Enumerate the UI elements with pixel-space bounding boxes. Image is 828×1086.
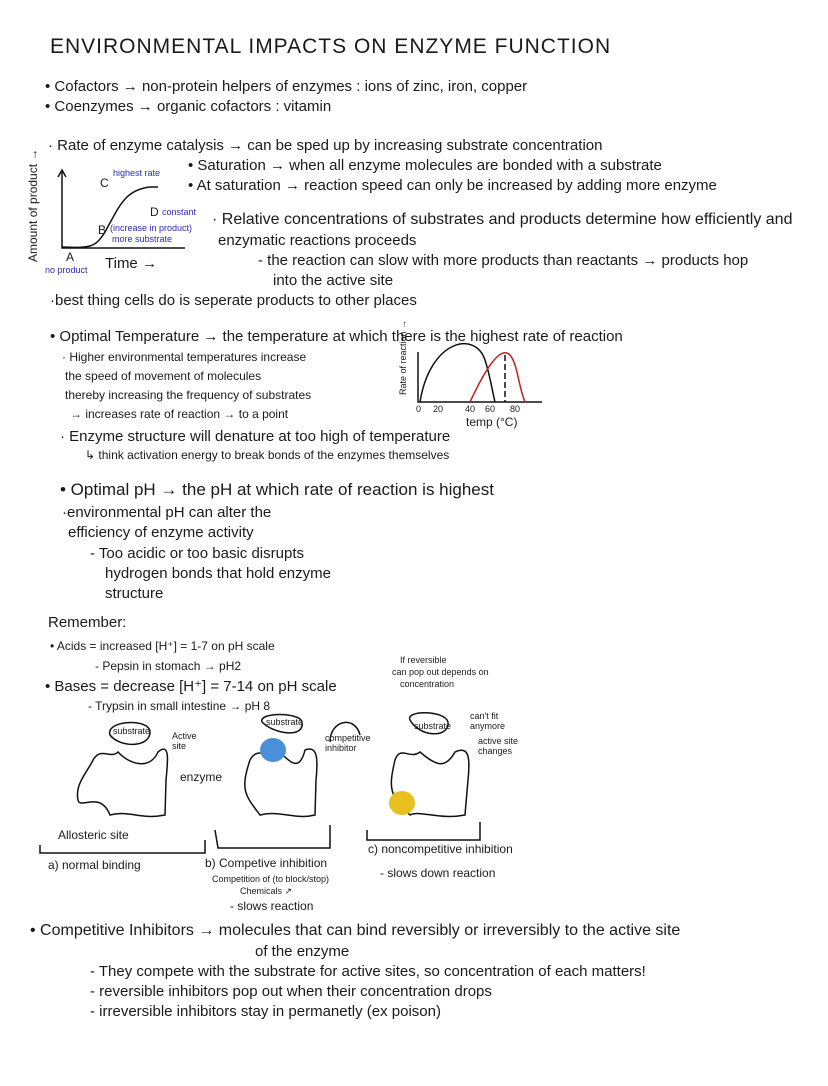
cant-fit-label: can't fit anymore <box>470 711 506 731</box>
at-saturation-line: • At saturation → reaction speed can only be increased by adding more enzyme <box>188 177 717 194</box>
note-b2: more substrate <box>112 234 173 244</box>
remember-heading: Remember: <box>48 614 127 631</box>
rate-line: · Rate of enzyme catalysis → can be sped up by increasing substrate concentration <box>48 137 603 154</box>
page-title: ENVIRONMENTAL IMPACTS ON ENZYME FUNCTION <box>50 35 612 58</box>
temp-tick: 40 <box>465 404 476 414</box>
temp-line: · Higher environmental temperatures increase <box>62 350 307 364</box>
ph-line: - Too acidic or too basic disrupts <box>90 545 304 562</box>
ph-line: efficiency of enzyme activity <box>68 524 254 541</box>
reversible-label: concentration <box>400 679 455 689</box>
temp-tick: 0 <box>416 404 422 414</box>
relative-line-3: - the reaction can slow with more products than reactants → products hop <box>258 252 749 269</box>
substrate-label: substrate <box>266 717 304 727</box>
competitive-inhibitor-blob <box>260 738 286 762</box>
temp-line: the speed of movement of molecules <box>65 369 262 383</box>
relative-line-4: into the active site <box>273 272 394 289</box>
enzyme-label: enzyme <box>180 770 223 784</box>
ph-heading: • Optimal pH → the pH at which rate of reaction is highest <box>60 480 494 499</box>
substrate-label: substrate <box>113 726 151 736</box>
competitive-line: - irreversible inhibitors stay in permanetly (ex poison) <box>90 1003 441 1020</box>
competitive-line: - reversible inhibitors pop out when their concentration drops <box>90 983 492 1000</box>
ph-line: ·environmental pH can alter the <box>62 504 272 521</box>
temp-tick: 20 <box>433 404 444 414</box>
noncompetitive-inhibitor-blob <box>389 791 415 815</box>
ph-line: structure <box>105 585 164 602</box>
competitive-caption: b) Competive inhibition <box>205 856 328 870</box>
temp-tick: 60 <box>485 404 496 414</box>
best-line: ·best thing cells do is seperate products to other places <box>50 292 417 309</box>
noncompetitive-caption: c) noncompetitive inhibition <box>368 842 513 856</box>
product-graph-xlabel: Time → <box>105 255 157 272</box>
acids-line: • Acids = increased [H⁺] = 1-7 on pH scale <box>50 639 275 653</box>
temperature-heading: • Optimal Temperature → the temperature at which there is the highest rate of reaction <box>50 328 623 345</box>
competitive-caption: Chemicals ↗ <box>240 886 293 896</box>
note-b1: (increase in product) <box>110 223 193 233</box>
allosteric-label: Allosteric site <box>58 828 129 842</box>
activation-line: ↳ think activation energy to break bonds of the enzymes themselves <box>85 448 450 462</box>
temp-graph-ylabel: Rate of reaction → <box>398 319 408 395</box>
temp-tick: 80 <box>510 404 521 414</box>
saturation-line: • Saturation → when all enzyme molecules are bonded with a substrate <box>188 157 662 174</box>
substrate-label: substrate <box>414 721 452 731</box>
competitive-caption: Competition of (to block/stop) <box>212 874 330 884</box>
denature-line: · Enzyme structure will denature at too high of temperature <box>60 428 451 445</box>
coenzymes-line: • Coenzymes → organic cofactors : vitamin <box>45 98 332 115</box>
competitive-heading: • Competitive Inhibitors → molecules that can bind reversibly or irreversibly to the active site <box>30 922 681 939</box>
trypsin-line: - Trypsin in small intestine → pH 8 <box>88 699 271 713</box>
ph-line: hydrogen bonds that hold enzyme <box>105 565 331 582</box>
note-c: highest rate <box>113 168 161 178</box>
reversible-label: If reversible <box>400 655 447 665</box>
note-d: constant <box>162 207 197 217</box>
active-site-label: Active site <box>172 731 197 751</box>
reversible-label: can pop out depends on <box>392 667 489 677</box>
label-a: A <box>66 250 75 264</box>
competitive-heading-2: of the enzyme <box>255 943 350 960</box>
site-changes-label: active site changes <box>478 736 519 756</box>
label-c: C <box>100 176 109 190</box>
product-graph-ylabel: Amount of product → <box>26 148 40 262</box>
temp-line: thereby increasing the frequency of substrates <box>65 388 312 402</box>
note-a: no product <box>45 265 88 275</box>
relative-line-1: · Relative concentrations of substrates and products determine how efficiently and <box>212 211 793 228</box>
pepsin-line: - Pepsin in stomach → pH2 <box>95 659 242 673</box>
cofactors-line: • Cofactors → non-protein helpers of enzymes : ions of zinc, iron, copper <box>45 78 528 95</box>
temp-line: → increases rate of reaction → to a point <box>70 407 289 421</box>
label-b: B <box>98 223 107 237</box>
normal-binding-label: a) normal binding <box>48 858 141 872</box>
competitive-line: - They compete with the substrate for active sites, so concentration of each matters! <box>90 963 646 980</box>
competitive-caption: - slows reaction <box>230 899 314 913</box>
label-d: D <box>150 205 159 219</box>
temp-graph-xlabel: temp (°C) <box>466 415 518 429</box>
relative-line-2: enzymatic reactions proceeds <box>218 232 417 249</box>
competitive-inhibitor-label: competitive inhibitor <box>325 733 371 753</box>
temperature-graph <box>418 344 542 402</box>
noncompetitive-caption: - slows down reaction <box>380 866 496 880</box>
bases-line: • Bases = decrease [H⁺] = 7-14 on pH scale <box>45 678 337 695</box>
